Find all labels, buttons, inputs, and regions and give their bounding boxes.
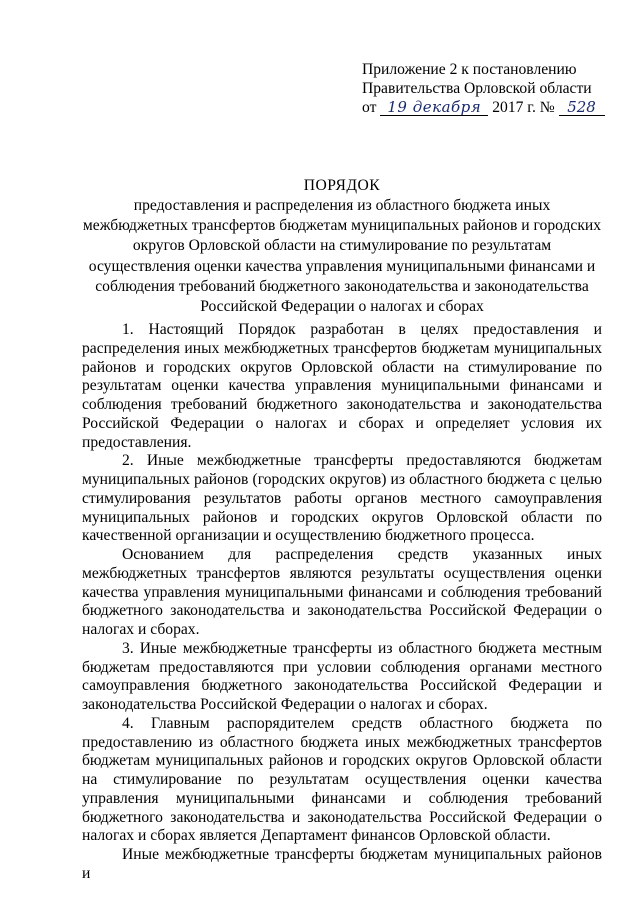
paragraph-2: 2. Иные межбюджетные трансферты предоставляются бюджетам муниципальных районов (городских округов) из областного бюджета с целью стимулирования результатов работы органов местного самоуправления муниципальных районов и городских округов Орловской области по качественной организации и осуществлению бюджетного процесса. xyxy=(82,452,602,545)
handwritten-number: 528 xyxy=(559,99,605,116)
paragraph-4-continued: Иные межбюджетные трансферты бюджетам муниципальных районов и xyxy=(82,846,602,882)
annex-header xyxy=(362,60,602,117)
paragraph-2-basis: Основанием для распределения средств указанных иных межбюджетных трансфертов являются результаты осуществления оценки качества управления муниципальными финансами и соблюдения требований бюджетного законодательства и законодательства Российской Федерации о налогах и сборах. xyxy=(82,546,602,638)
paragraph-4: 4. Главным распорядителем средств областного бюджета по предоставлению из областного бюджета иных межбюджетных трансфертов бюджетам муниципальных районов и городских округов Орловской области на стимулирование по результатам осуществления оценки качества управления муниципальными финансами и соблюдения требований бюджетного законодательства и законодательства Российской Федерации о налогах и сборах является Департамент финансов Орловской области. xyxy=(82,714,602,845)
from-prefix: от xyxy=(362,99,377,116)
paragraph-3: 3. Иные межбюджетные трансферты из областного бюджета местным бюджетам предоставляются при условии соблюдения органами местного самоуправления бюджетного законодательства Российской Федерации и законодательства Российской Федерации о налогах и сборах. xyxy=(82,639,602,713)
handwritten-date: 19 декабря xyxy=(380,99,488,116)
document-body xyxy=(82,321,602,902)
document-title: ПОРЯДОК xyxy=(303,177,381,194)
annex-line-1: Приложение 2 к постановлению xyxy=(362,61,577,78)
year-text: 2017 г. № xyxy=(492,99,555,116)
document-subtitle: предоставления и распределения из областного бюджета иных межбюджетных трансфертов бюджетам муниципальных районов и городских округов Орловской области на стимулирование по результатам осуществления оценки качества управления муниципальными финансами и соблюдения требований бюджетного законодательства и законодательства Российской Федерации о налогах и сборах xyxy=(82,197,602,316)
paragraph-1: 1. Настоящий Порядок разработан в целях предоставления и распределения иных межбюджетных трансфертов бюджетам муниципальных районов и городских округов Орловской области на стимулирование по результатам оценки качества управления муниципальными финансами и соблюдения требований бюджетного законодательства и законодательства Российской Федерации о налогах и сборах и определяет условия их предоставления. xyxy=(82,321,602,451)
annex-date-line xyxy=(362,98,602,117)
annex-line-2: Правительства Орловской области xyxy=(362,80,592,97)
